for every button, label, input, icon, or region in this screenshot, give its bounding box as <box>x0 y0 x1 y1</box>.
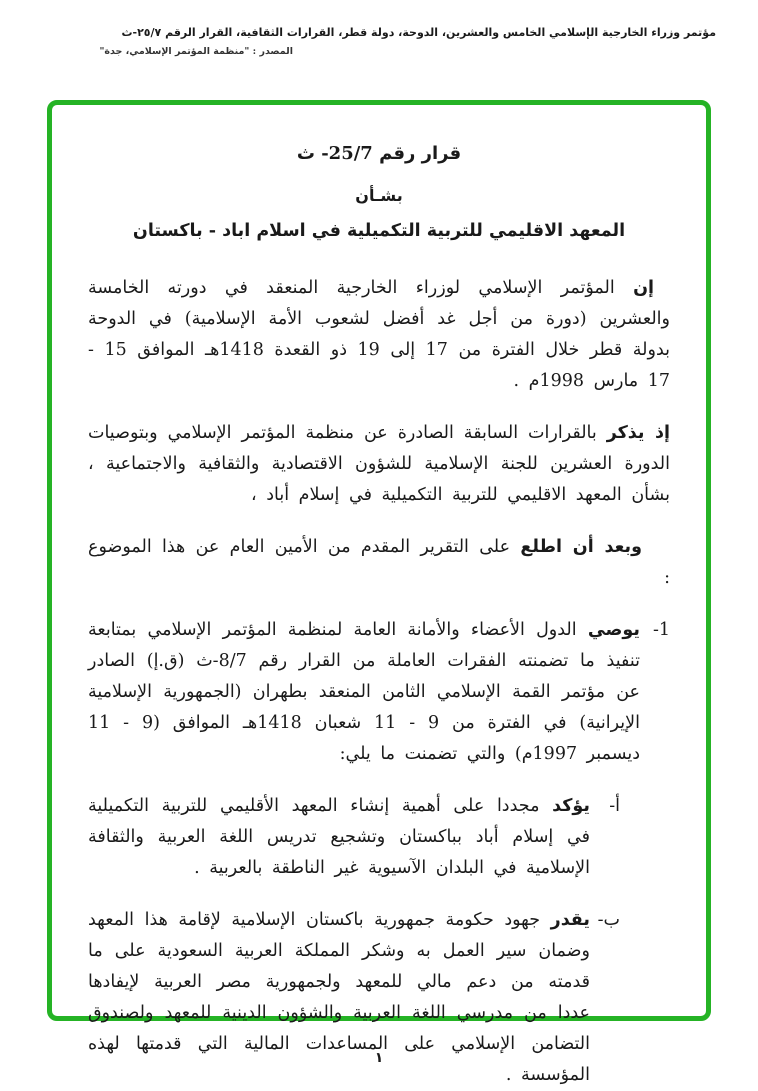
paragraph-report-text: على التقرير المقدم من الأمين العام عن هذا الموضوع : <box>88 537 670 588</box>
list-item-1-body <box>88 615 640 770</box>
paragraph-recalling-lead: إذ يذكر <box>606 423 670 443</box>
paragraph-preamble <box>88 273 670 397</box>
list-item-1-marker: 1- <box>652 620 670 640</box>
resolution-number: قرار رقم 25/7- ث <box>296 143 462 164</box>
source-header-line1: مؤتمر وزراء الخارجية الإسلامي الخامس والعشرين، الدوحة، دولة قطر، القرارات الثقافية، القرار الرقم ٢٥/٧-ث <box>121 26 716 39</box>
paragraph-recalling <box>88 418 670 511</box>
list-item-b-lead: يقدر <box>550 910 590 930</box>
list-item-a-text: مجددا على أهمية إنشاء المعهد الأقليمي للتربية التكميلية في إسلام أباد بباكستان وتشجيع تدريس اللغة العربية والثقافة الإسلامية في البلدان الآسيوية غير الناطقة بالعربية . <box>88 796 590 878</box>
paragraph-report <box>88 532 670 594</box>
source-header-line2: المصدر : "منظمة المؤتمر الإسلامي، جدة" <box>99 46 293 57</box>
list-item-b-marker: ب- <box>597 910 620 930</box>
list-item-a-marker: أ- <box>609 796 620 816</box>
paragraph-report-lead: وبعد أن اطلع <box>520 537 642 557</box>
title-subject: المعهد الاقليمي للتربية التكميلية في اسلام اباد - باكستان <box>132 221 626 241</box>
document-frame <box>47 100 711 1085</box>
source-header <box>0 0 758 57</box>
list-item-a-lead: يؤكد <box>552 796 590 816</box>
list-item-1-lead: يوصي <box>587 620 640 640</box>
list-item-b-text: جهود حكومة جمهورية باكستان الإسلامية لإقامة هذا المعهد وضمان سير العمل به وشكر المملكة العربية السعودية على ما قدمته من دعم مالي للمعهد ولجمهورية مصر العربية لإيفادها عددا من مدرسي اللغة العربية والشؤون الدينية للمعهد ولصندوق التضامن الإسلامي على المساعدات المالية التي قدمتها لهذه المؤسسة . <box>88 910 590 1085</box>
list-item-1-text: الدول الأعضاء والأمانة العامة لمنظمة المؤتمر الإسلامي بمتابعة تنفيذ ما تضمنته الفقرات العاملة من القرار رقم 8/7-ث (ق.إ) الصادر عن مؤتمر القمة الإسلامي الثامن المنعقد بطهران (الجمهورية الإسلامية الإيرانية) في الفترة من 9 - 11 شعبان 1418هـ الموافق (9 - 11 ديسمبر 1997م) والتي تضمنت ما يلي: <box>88 620 640 764</box>
list-item-1 <box>88 615 670 770</box>
title-regarding: بشـأن <box>355 186 403 205</box>
page-number: ١ <box>374 1050 384 1066</box>
document-body <box>88 273 670 1091</box>
document-title <box>88 143 670 241</box>
list-item-a-body <box>88 791 590 884</box>
list-item-a <box>88 791 620 884</box>
paragraph-recalling-text: بالقرارات السابقة الصادرة عن منظمة المؤتمر الإسلامي وبتوصيات الدورة العشرين للجنة الإسلامية للشؤون الاقتصادية والثقافية والاجتماعية ، بشأن المعهد الاقليمي للتربية التكميلية في إسلام أباد ، <box>88 423 670 505</box>
paragraph-preamble-text: المؤتمر الإسلامي لوزراء الخارجية المنعقد في دورته الخامسة والعشرين (دورة من أجل غد أفضل لشعوب الأمة الإسلامية) في الدوحة بدولة قطر خلال الفترة من 17 إلى 19 ذو القعدة 1418هـ الموافق 15 - 17 مارس 1998م . <box>88 278 671 391</box>
paragraph-preamble-lead: إن <box>633 278 654 298</box>
